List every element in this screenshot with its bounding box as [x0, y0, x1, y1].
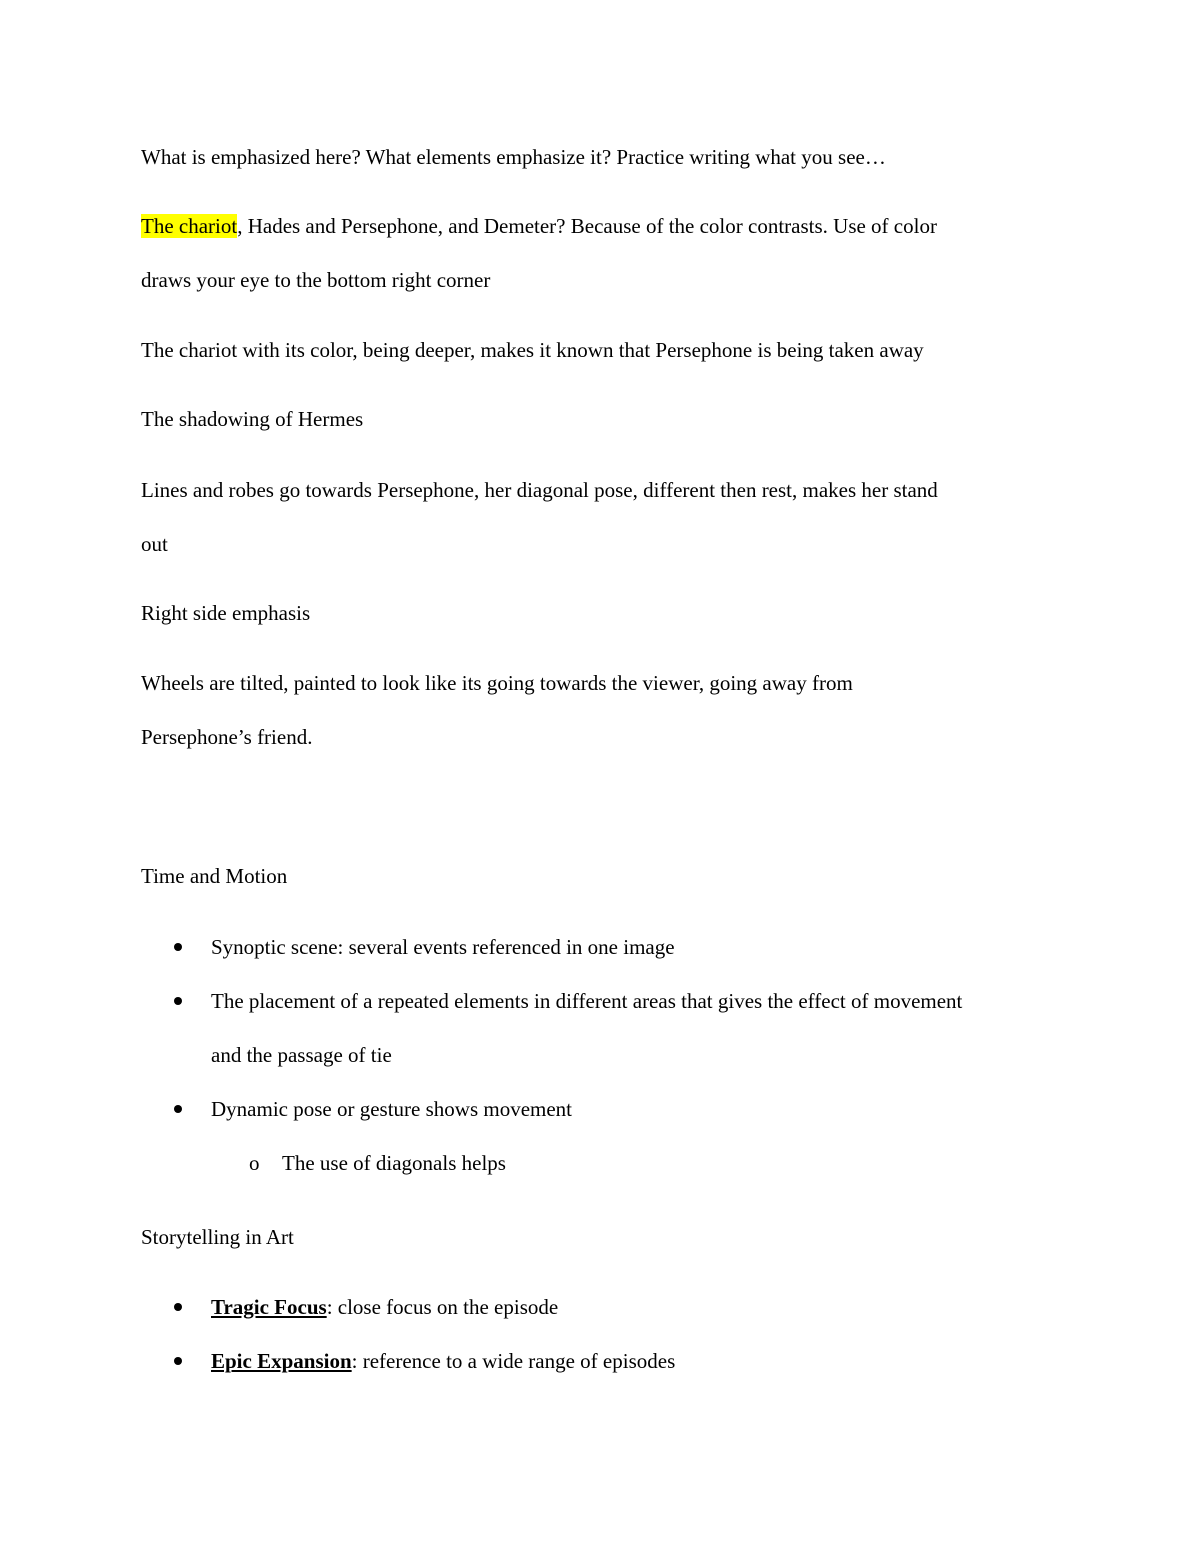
sub-bullet-icon: o — [249, 1151, 260, 1175]
list-item: Dynamic pose or gesture shows movement — [211, 1097, 573, 1121]
paragraph-chariot-color: The chariot with its color, being deeper, makes it known that Persephone is being taken away — [141, 338, 924, 362]
paragraph-text: , Hades and Persephone, and Demeter? Because of the color contrasts. Use of color — [237, 214, 937, 238]
paragraph-lines-line1: Lines and robes go towards Persephone, her diagonal pose, different then rest, makes her stand — [141, 478, 938, 502]
bullet-icon — [174, 997, 182, 1005]
list-item — [211, 1347, 675, 1375]
term-description: : reference to a wide range of episodes — [351, 1349, 676, 1373]
paragraph-wheels-line1: Wheels are tilted, painted to look like its going towards the viewer, going away from — [141, 671, 853, 695]
paragraph-hermes: The shadowing of Hermes — [141, 407, 364, 431]
paragraph-chariot-line1 — [141, 212, 937, 240]
bullet-icon — [174, 1105, 182, 1113]
bullet-icon — [174, 943, 182, 951]
list-item: The placement of a repeated elements in different areas that gives the effect of movement — [211, 989, 963, 1013]
term-label: Tragic Focus — [211, 1295, 327, 1319]
highlighted-text: The chariot — [141, 214, 238, 238]
bullet-icon — [174, 1357, 182, 1365]
paragraph-right-side: Right side emphasis — [141, 601, 311, 625]
paragraph-chariot-line2: draws your eye to the bottom right corner — [141, 268, 491, 292]
list-item — [211, 1293, 558, 1321]
sub-list-item: The use of diagonals helps — [282, 1151, 506, 1175]
paragraph-question: What is emphasized here? What elements emphasize it? Practice writing what you see… — [141, 145, 886, 169]
bullet-icon — [174, 1303, 182, 1311]
term-description: : close focus on the episode — [326, 1295, 559, 1319]
list-item: Synoptic scene: several events referenced in one image — [211, 935, 675, 959]
list-item-continuation: and the passage of tie — [211, 1043, 392, 1067]
section-heading-storytelling: Storytelling in Art — [141, 1225, 294, 1249]
term-label: Epic Expansion — [211, 1349, 352, 1373]
paragraph-wheels-line2: Persephone’s friend. — [141, 725, 313, 749]
section-heading-time-motion: Time and Motion — [141, 864, 288, 888]
paragraph-lines-line2: out — [141, 532, 168, 556]
